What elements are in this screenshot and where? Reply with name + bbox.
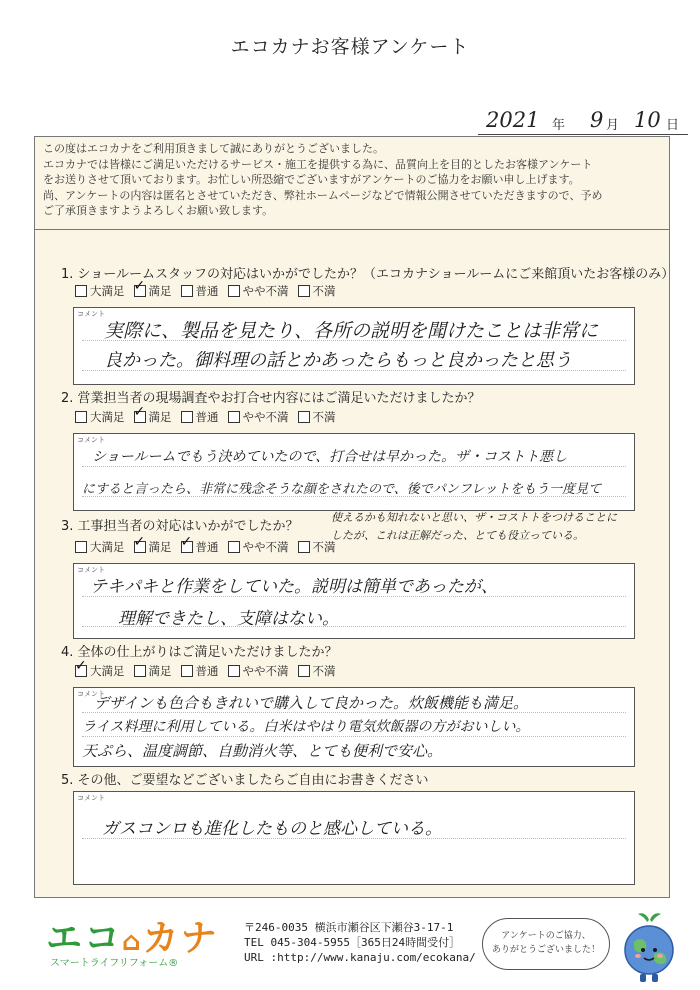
- q2-option-neutral[interactable]: 普通: [181, 409, 219, 425]
- handwritten-answer-line: 良かった。御料理の話とかあったらもっと良かったと思う: [104, 350, 572, 371]
- checkbox[interactable]: [228, 411, 240, 423]
- q5-comment-box[interactable]: [73, 791, 635, 885]
- q2-option-very-satisfied[interactable]: 大満足: [75, 409, 125, 425]
- q4-option-very-satisfied[interactable]: ✓ 大満足: [75, 663, 125, 679]
- date-day: 10: [634, 108, 661, 132]
- q3-option-neutral[interactable]: ✓ 普通: [181, 539, 219, 555]
- checkbox[interactable]: [75, 285, 87, 297]
- checkbox[interactable]: [298, 411, 310, 423]
- company-logo: エコ⌂カナ: [46, 918, 219, 959]
- q4-option-somewhat-dissatisfied[interactable]: やや不満: [228, 663, 289, 679]
- q4-option-dissatisfied[interactable]: 不満: [298, 663, 336, 679]
- checkbox[interactable]: [134, 665, 146, 677]
- checkbox-checked[interactable]: [134, 285, 146, 297]
- q3-options: [75, 539, 336, 555]
- checkbox-checked[interactable]: [181, 541, 193, 553]
- survey-form: [34, 136, 675, 898]
- question-5: 5. その他、ご要望などございましたらご自由にお書きください: [61, 773, 429, 788]
- address-line: TEL 045-304-5955［365日24時間受付］: [244, 936, 461, 949]
- question-2: 2. 営業担当者の現場調査やお打合せ内容にはご満足いただけましたか？: [61, 391, 481, 406]
- checkbox[interactable]: [298, 285, 310, 297]
- date-field: [478, 108, 688, 135]
- handwritten-answer-line: ショールームでもう決めていたので、打合せは早かった。ザ・コストト悪し: [92, 449, 568, 465]
- date-month: 9: [590, 108, 604, 132]
- intro-line: この度はエコカナをご利用頂きまして誠にありがとうございました。: [43, 142, 384, 155]
- logo-tagline: スマートライフリフォーム®: [50, 958, 179, 969]
- q2-options: [75, 409, 336, 425]
- handwritten-answer-line: ガスコンロも進化したものと感心している。: [102, 819, 442, 839]
- comment-label: コメント: [77, 690, 105, 698]
- q1-options: [75, 283, 336, 299]
- question-4: 4. 全体の仕上がりはご満足いただけましたか？: [61, 645, 338, 660]
- q4-option-neutral[interactable]: 普通: [181, 663, 219, 679]
- checkbox[interactable]: [228, 285, 240, 297]
- q1-comment-box[interactable]: [73, 307, 635, 385]
- checkbox[interactable]: [181, 665, 193, 677]
- q3-option-very-satisfied[interactable]: 大満足: [75, 539, 125, 555]
- handwritten-answer-line: 理解できたし、支障はない。: [118, 609, 339, 629]
- ruled-line: [82, 466, 626, 467]
- checkbox[interactable]: [181, 411, 193, 423]
- checkbox-checked[interactable]: [134, 541, 146, 553]
- house-icon: ⌂: [122, 927, 143, 957]
- q2-option-satisfied[interactable]: ✓ 満足: [134, 409, 172, 425]
- footer: [0, 906, 700, 990]
- date-month-label: 月: [606, 118, 620, 133]
- intro-line: ご了承頂きますようよろしくお願い致します。: [43, 204, 274, 217]
- date-year-label: 年: [552, 118, 566, 133]
- address-line: 〒246-0035 横浜市瀬谷区下瀬谷3-17-1: [244, 921, 454, 934]
- page-title: エコカナお客様アンケート: [230, 36, 470, 58]
- q1-option-neutral[interactable]: 普通: [181, 283, 219, 299]
- q4-comment-box[interactable]: [73, 687, 635, 767]
- intro-line: 尚、アンケートの内容は匿名とさせていただき、弊社ホームページなどで情報公開させていただきますので、予め: [43, 188, 603, 202]
- checkbox[interactable]: [228, 665, 240, 677]
- q3-option-dissatisfied[interactable]: 不満: [298, 539, 336, 555]
- checkbox[interactable]: [298, 541, 310, 553]
- comment-label: コメント: [77, 310, 105, 318]
- handwritten-answer-line: 天ぷら、温度調節、自動消火等、とても便利で安心。: [82, 742, 443, 760]
- handwritten-answer-line: 実際に、製品を見たり、各所の説明を聞けたことは非常に: [104, 320, 599, 342]
- company-address: [244, 920, 476, 965]
- q1-option-satisfied[interactable]: ✓ 満足: [134, 283, 172, 299]
- comment-label: コメント: [77, 566, 105, 574]
- question-1: 1. ショールームスタッフの対応はいかがでしたか？（エコカナショールームにご来館頂いたお客様のみ）: [61, 267, 675, 282]
- globe-mascot-icon: [614, 910, 684, 986]
- checkbox[interactable]: [228, 541, 240, 553]
- intro-line: をお送りさせて頂いております。お忙しい所恐縮でございますがアンケートのご協力をお願い申し上げます。: [43, 173, 580, 186]
- checkbox[interactable]: [181, 285, 193, 297]
- handwritten-answer-line: にすると言ったら、非常に残念そうな顔をされたので、後でパンフレットをもう一度見て: [82, 482, 602, 497]
- checkbox[interactable]: [298, 665, 310, 677]
- handwritten-answer-line: デザインも色合もきれいで購入して良かった。炊飯機能も満足。: [94, 694, 528, 712]
- q2-option-dissatisfied[interactable]: 不満: [298, 409, 336, 425]
- handwritten-answer-line: ライス料理に利用している。白米はやはり電気炊飯器の方がおいしい。: [82, 719, 530, 735]
- q3-option-somewhat-dissatisfied[interactable]: やや不満: [228, 539, 289, 555]
- intro-line: エコカナでは皆様にご満足いただけるサービス・施工を提供する為に、品質向上を目的としたお客様アンケート: [43, 157, 593, 171]
- q4-option-satisfied[interactable]: 満足: [134, 663, 172, 679]
- date-day-label: 日: [666, 118, 680, 133]
- thank-you-bubble: アンケートのご協力、 ありがとうございました！: [482, 918, 610, 970]
- handwritten-answer-line: テキパキと作業をしていた。説明は簡単であったが、: [90, 577, 498, 597]
- checkbox[interactable]: [75, 541, 87, 553]
- intro-text: [43, 141, 663, 219]
- checkbox-checked[interactable]: [134, 411, 146, 423]
- q4-options: [75, 663, 336, 679]
- handwritten-aside-line: したが、これは正解だった、とても役立っている。: [331, 529, 584, 542]
- q2-comment-box[interactable]: [73, 433, 635, 511]
- question-3: 3. 工事担当者の対応はいかがでしたか？: [61, 519, 299, 534]
- date-year: 2021: [486, 108, 540, 132]
- q3-comment-box[interactable]: [73, 563, 635, 639]
- handwritten-aside-line: 使えるかも知れないと思い、ザ・コストトをつけることに: [331, 511, 617, 524]
- address-line: URL :http://www.kanaju.com/ecokana/: [244, 951, 476, 964]
- q1-option-somewhat-dissatisfied[interactable]: やや不満: [228, 283, 289, 299]
- comment-label: コメント: [77, 794, 105, 802]
- q3-option-satisfied[interactable]: ✓ 満足: [134, 539, 172, 555]
- q1-option-very-satisfied[interactable]: 大満足: [75, 283, 125, 299]
- checkbox[interactable]: [75, 411, 87, 423]
- comment-label: コメント: [77, 436, 105, 444]
- q1-option-dissatisfied[interactable]: 不満: [298, 283, 336, 299]
- q2-option-somewhat-dissatisfied[interactable]: やや不満: [228, 409, 289, 425]
- ruled-line: [82, 736, 626, 737]
- divider: [35, 229, 669, 230]
- checkbox-checked[interactable]: [75, 665, 87, 677]
